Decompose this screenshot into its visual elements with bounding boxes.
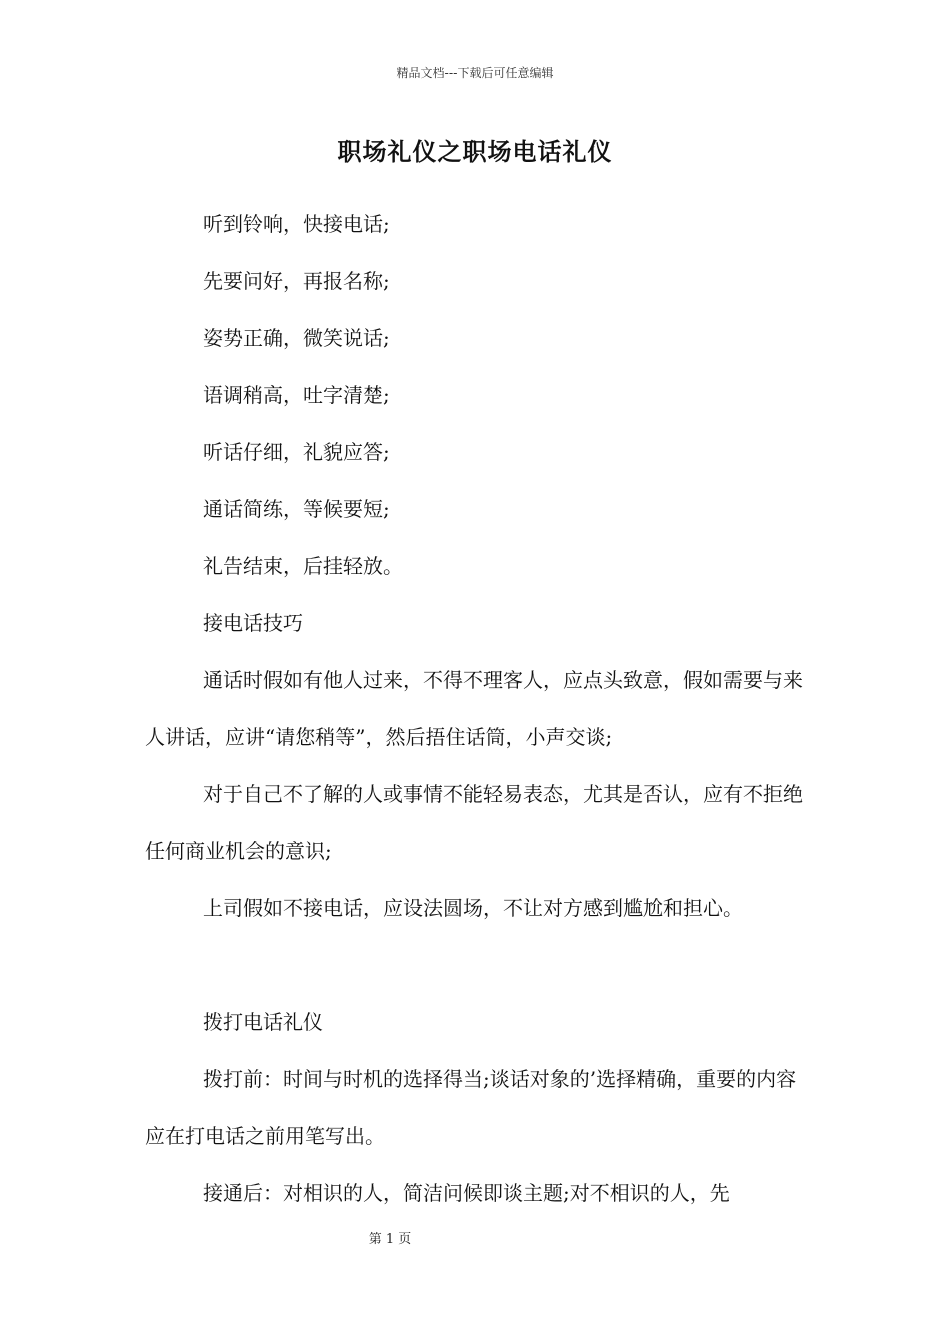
- paragraph: 通话时假如有他人过来，不得不理客人，应点头致意，假如需要与来人讲话，应讲“请您稍等”，然后捂住话筒，小声交谈;: [145, 668, 803, 749]
- paragraph: 听话仔细，礼貌应答;: [203, 440, 390, 464]
- page-number: 第 1 页: [368, 1232, 412, 1247]
- page-title: 职场礼仪之职场电话礼仪: [337, 137, 613, 166]
- paragraph: 上司假如不接电话，应设法圆场，不让对方感到尴尬和担心。: [203, 896, 743, 920]
- paragraph: 姿势正确，微笑说话;: [203, 326, 390, 350]
- paragraph: 礼告结束，后挂轻放。: [203, 554, 403, 578]
- section-heading: 接电话技巧: [203, 611, 303, 635]
- header-note: 精品文档---下载后可任意编辑: [396, 66, 554, 80]
- paragraph: 听到铃响，快接电话;: [203, 212, 390, 236]
- paragraph: 拨打前：时间与时机的选择得当;谈话对象的’选择精确，重要的内容应在打电话之前用笔写出。: [145, 1067, 797, 1148]
- section-heading: 拨打电话礼仪: [203, 1010, 323, 1034]
- document-body: [145, 196, 809, 1222]
- paragraph: 先要问好，再报名称;: [203, 269, 390, 293]
- paragraph: 接通后：对相识的人，简洁问候即谈主题;对不相识的人，先: [203, 1181, 730, 1205]
- paragraph: 语调稍高，吐字清楚;: [203, 383, 390, 407]
- paragraph: 对于自己不了解的人或事情不能轻易表态，尤其是否认，应有不拒绝任何商业机会的意识;: [145, 782, 803, 863]
- paragraph: 通话简练，等候要短;: [203, 497, 390, 521]
- blank-line: [145, 937, 809, 994]
